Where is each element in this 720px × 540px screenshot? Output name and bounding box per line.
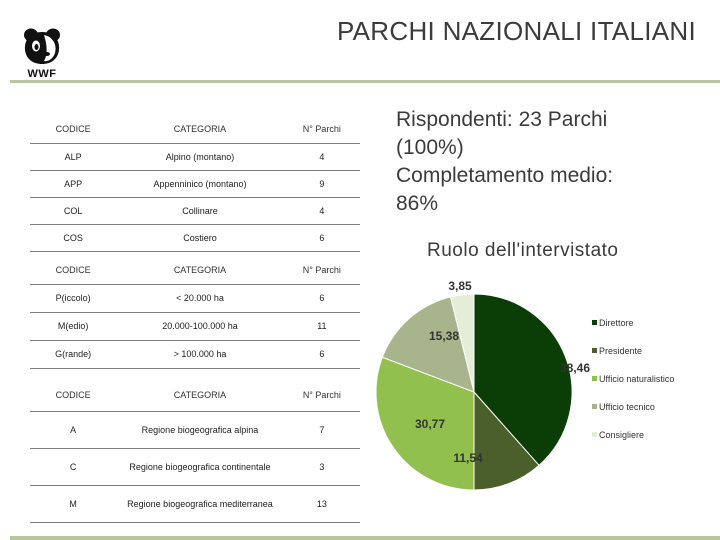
table-cell: APP bbox=[64, 178, 83, 189]
legend-label: Presidente bbox=[599, 346, 643, 356]
column-header: CATEGORIA bbox=[173, 124, 227, 135]
legend-item bbox=[592, 346, 674, 374]
legend-item bbox=[592, 318, 674, 346]
legend-swatch bbox=[592, 348, 597, 353]
table-cell: Costiero bbox=[183, 232, 217, 243]
table-row bbox=[30, 312, 360, 340]
bottom-divider bbox=[10, 536, 720, 540]
data-label: 3,85 bbox=[448, 279, 472, 293]
chart-title: Ruolo dell'intervistato bbox=[427, 240, 619, 261]
column-header: CATEGORIA bbox=[173, 390, 227, 401]
data-label: 38,46 bbox=[560, 361, 590, 375]
table-cell: 13 bbox=[316, 498, 327, 509]
legend-label: Ufficio naturalistico bbox=[599, 374, 675, 384]
column-header: CODICE bbox=[55, 264, 91, 275]
role-pie-chart bbox=[360, 270, 590, 500]
table-cell: 9 bbox=[319, 178, 325, 189]
column-header: N° Parchi bbox=[302, 390, 341, 401]
table-row bbox=[30, 340, 360, 368]
legend-item bbox=[592, 430, 674, 458]
legend-swatch bbox=[592, 320, 597, 325]
table-cell: Appenninico (montano) bbox=[153, 178, 247, 189]
table-cell: COL bbox=[63, 205, 83, 216]
table-cell: Regione biogeografica mediterranea bbox=[127, 498, 273, 509]
table-cell: A bbox=[70, 424, 77, 435]
table-header-row bbox=[30, 380, 360, 411]
chart-legend bbox=[592, 318, 674, 458]
table-cell: 6 bbox=[319, 293, 325, 303]
table-row bbox=[30, 448, 360, 485]
table-cell: G(rande) bbox=[55, 349, 92, 359]
table-row bbox=[30, 170, 360, 197]
table-cell: 6 bbox=[319, 232, 325, 243]
table-row bbox=[30, 284, 360, 312]
table-row bbox=[30, 411, 360, 448]
column-header: CATEGORIA bbox=[173, 264, 227, 275]
legend-swatch bbox=[592, 432, 597, 437]
column-header: CODICE bbox=[55, 124, 91, 135]
table-cell: Regione biogeografica alpina bbox=[141, 424, 259, 435]
summary-line: (100%) bbox=[396, 136, 464, 159]
table-cell: M(edio) bbox=[57, 321, 89, 331]
legend-item bbox=[592, 402, 674, 430]
table-row bbox=[30, 224, 360, 251]
table-cell: > 100.000 ha bbox=[173, 349, 227, 359]
table-cell: 20.000-100.000 ha bbox=[162, 321, 238, 331]
legend-item bbox=[592, 374, 674, 402]
table-cell: 11 bbox=[317, 321, 327, 331]
table-row bbox=[30, 485, 360, 522]
table-cell: P(iccolo) bbox=[55, 293, 91, 303]
table-row bbox=[30, 143, 360, 170]
table-cell: ALP bbox=[64, 151, 82, 162]
table-row bbox=[30, 197, 360, 224]
data-label: 15,38 bbox=[428, 329, 460, 343]
page-title: PARCHI NAZIONALI ITALIANI bbox=[336, 16, 696, 46]
data-label: 30,77 bbox=[414, 417, 446, 431]
table-cell: Alpino (montano) bbox=[165, 151, 235, 162]
category-table bbox=[30, 116, 360, 252]
table-cell: 6 bbox=[319, 349, 325, 359]
table-header-row bbox=[30, 256, 360, 284]
summary-line: 86% bbox=[396, 192, 439, 215]
table-cell: 4 bbox=[319, 151, 325, 162]
table-cell: 4 bbox=[319, 205, 325, 216]
legend-label: Ufficio tecnico bbox=[599, 402, 655, 412]
table-cell: 3 bbox=[319, 461, 325, 472]
table-cell: 7 bbox=[319, 424, 325, 435]
table-cell: C bbox=[69, 461, 77, 472]
biogeographic-table bbox=[30, 380, 360, 523]
legend-label: Consigliere bbox=[599, 430, 645, 440]
logo-text: WWF bbox=[27, 68, 57, 80]
column-header: N° Parchi bbox=[302, 264, 341, 275]
summary-line: Rispondenti: 23 Parchi bbox=[396, 108, 608, 131]
respondents-summary bbox=[396, 106, 696, 218]
column-header: N° Parchi bbox=[302, 124, 341, 135]
table-cell: Collinare bbox=[182, 205, 218, 216]
legend-swatch bbox=[592, 404, 597, 409]
table-header-row bbox=[30, 116, 360, 143]
legend-swatch bbox=[592, 376, 597, 381]
legend-label: Direttore bbox=[599, 318, 634, 328]
size-table bbox=[30, 256, 360, 369]
title-divider bbox=[10, 80, 720, 83]
table-cell: Regione biogeografica continentale bbox=[129, 461, 271, 472]
data-label: 11,54 bbox=[453, 451, 483, 465]
table-cell: COS bbox=[63, 232, 83, 243]
column-header: CODICE bbox=[55, 390, 91, 401]
table-cell: < 20.000 ha bbox=[176, 293, 224, 303]
summary-line: Completamento medio: bbox=[396, 164, 614, 187]
table-cell: M bbox=[69, 498, 77, 509]
